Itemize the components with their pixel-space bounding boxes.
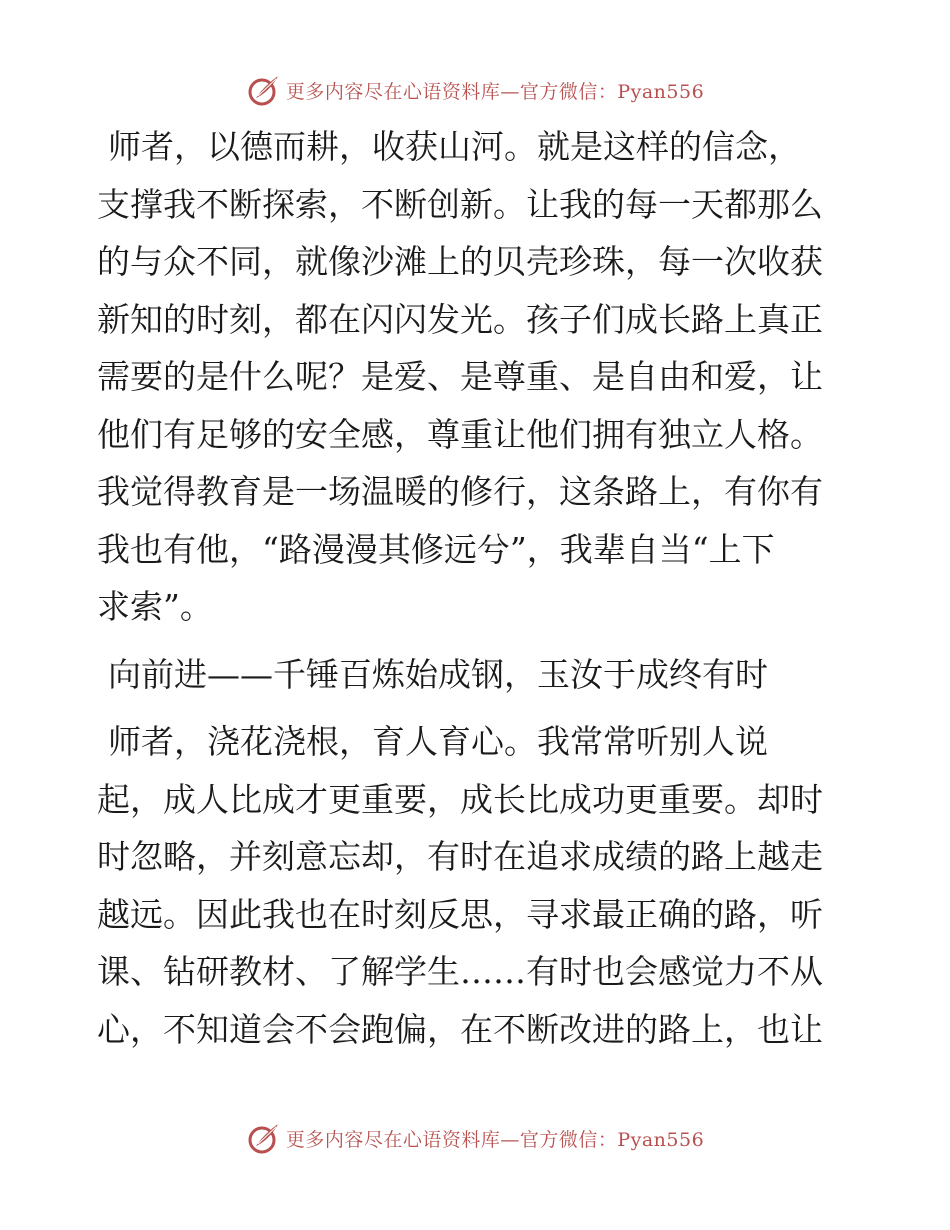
text-line: 需要的是什么呢？是爱、是尊重、是自由和爱，让 — [97, 357, 823, 396]
text-line: 心，不知道会不会跑偏，在不断改进的路上，也让 — [97, 1009, 823, 1049]
text-line: 时忽略，并刻意忘却，有时在追求成绩的路上越走 — [97, 837, 823, 876]
footer-watermark-banner — [0, 1118, 950, 1158]
text-line: 师者，浇花浇根，育人育心。我常常听别人说 — [108, 722, 768, 761]
footer-watermark-text: 更多内容尽在心语资料库—官方微信：Pyan556 — [285, 1128, 705, 1151]
paragraph-2 — [97, 713, 857, 1058]
text-line: 越远。因此我也在时刻反思，寻求最正确的路，听 — [97, 894, 823, 934]
text-line: 我也有他，“路漫漫其修远兮”，我辈自当“上下 — [97, 529, 775, 569]
text-line: 师者，以德而耕，收获山河。就是这样的信念， — [108, 127, 801, 166]
header-watermark-text: 更多内容尽在心语资料库—官方微信：Pyan556 — [285, 80, 705, 103]
header-watermark-banner — [0, 70, 950, 110]
paragraph-1 — [97, 118, 857, 636]
section-heading — [97, 646, 857, 704]
text-line: 的与众不同，就像沙滩上的贝壳珍珠，每一次收获 — [97, 242, 823, 281]
text-line: 他们有足够的安全感，尊重让他们拥有独立人格。 — [97, 414, 823, 454]
section-heading-text: 向前进——千锤百炼始成钢，玉汝于成终有时 — [108, 654, 768, 694]
text-line: 起，成人比成才更重要，成长比成功更重要。却时 — [97, 779, 823, 819]
text-line: 课、钻研教材、了解学生……有时也会感觉力不从 — [97, 952, 823, 991]
text-line: 我觉得教育是一场温暖的修行，这条路上，有你有 — [97, 472, 823, 511]
text-line: 支撑我不断探索，不断创新。让我的每一天都那么 — [97, 184, 823, 224]
feather-logo-icon — [246, 1120, 282, 1156]
document-body — [97, 118, 857, 1058]
feather-logo-icon — [246, 72, 282, 108]
text-line: 新知的时刻，都在闪闪发光。孩子们成长路上真正 — [97, 299, 823, 339]
text-line: 求索”。 — [97, 587, 213, 626]
